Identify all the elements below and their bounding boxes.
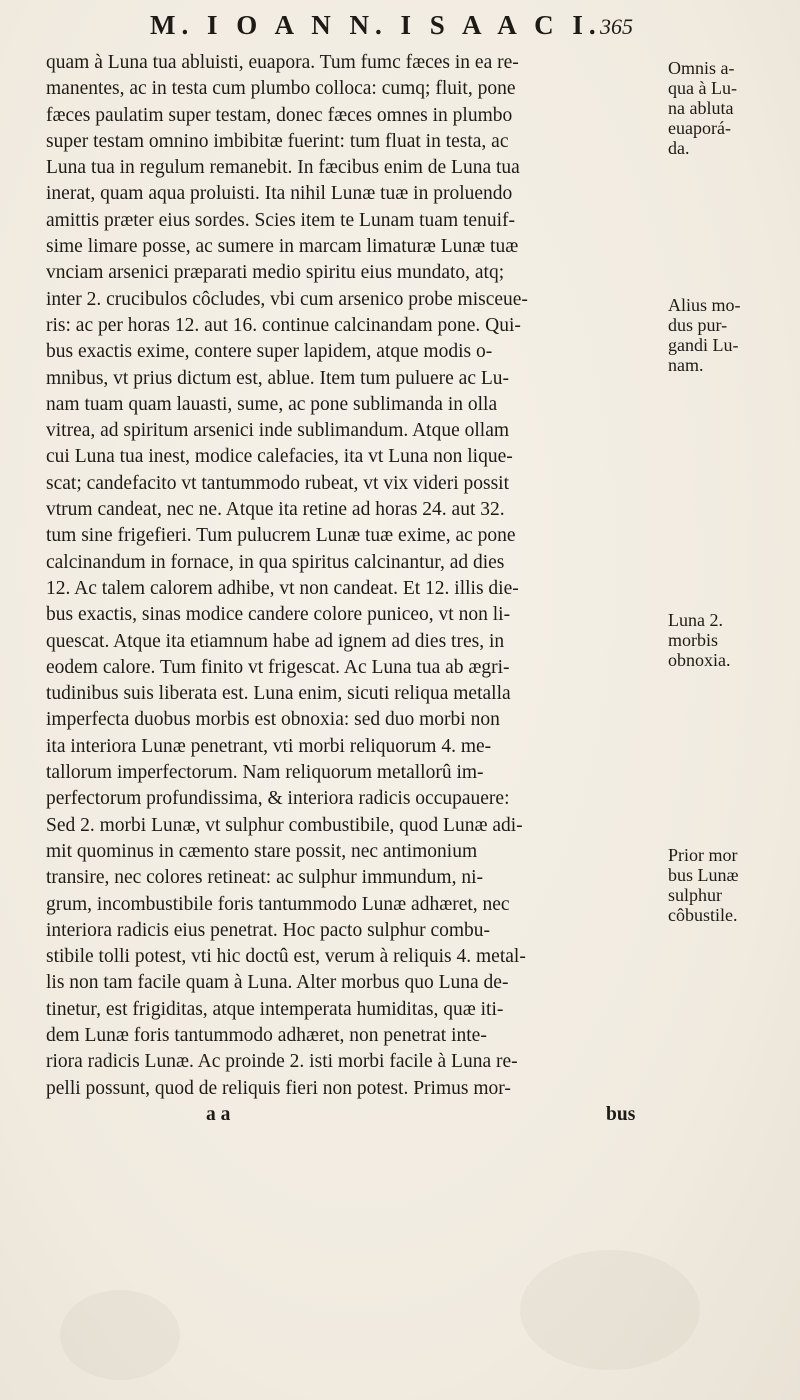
paper-stain [60,1290,180,1380]
margin-note-line: da. [668,138,690,158]
margin-note-line: obnoxia. [668,650,731,670]
page-header [130,10,690,50]
text-line: sime limare posse, ac sumere in marcam limaturæ Lunæ tuæ [46,236,519,258]
text-line: tudinibus suis liberata est. Luna enim, sicuti reliqua metalla [46,683,511,705]
text-line: inerat, quam aqua proluisti. Ita nihil Lunæ tuæ in proluendo [46,183,513,205]
margin-note-line: nam. [668,355,704,375]
text-line: transire, nec colores retineat: ac sulphur immundum, ni- [46,867,483,889]
text-line: ris: ac per horas 12. aut 16. continue calcinandam pone. Qui- [46,314,521,336]
text-line: eodem calore. Tum finito vt frigescat. Ac Luna tua ab ægri- [46,656,510,678]
text-line: imperfecta duobus morbis est obnoxia: sed duo morbi non [46,709,500,731]
margin-note-line: na abluta [668,98,734,118]
text-line: stibile tolli potest, vti hic doctû est, verum à reliquis 4. metal- [46,946,526,968]
margin-note-line: côbustile. [668,905,738,925]
text-line: tinetur, est frigiditas, atque intemperata humiditas, quæ iti- [46,998,504,1020]
text-line: inter 2. crucibulos côcludes, vbi cum arsenico probe misceue- [46,288,528,310]
text-line: calcinandum in fornace, in qua spiritus calcinantur, ad dies [46,551,505,573]
margin-note [668,58,737,158]
margin-note-line: gandi Lu- [668,335,739,355]
main-text-block [46,50,656,1128]
text-line: lis non tam facile quam à Luna. Alter morbus quo Luna de- [46,972,509,994]
text-line: nam tuam quam lauasti, sume, ac pone sublimanda in olla [46,393,498,415]
running-head: M. I O A N N. I S A A C I. [150,10,602,40]
page-number: 365 [600,14,633,39]
footer-line [46,1102,656,1128]
text-line: manentes, ac in testa cum plumbo colloca: cumq; fluit, pone [46,78,516,100]
text-line: vnciam arsenici præparati medio spiritu eius mundato, atq; [46,262,505,284]
text-line: amittis præter eius sordes. Scies item te Lunam tuam tenuif- [46,209,515,231]
text-line: bus exactis, sinas modice candere colore puniceo, vt non li- [46,604,511,626]
text-line: mit quominus in cæmento stare possit, nec antimonium [46,840,478,862]
text-line: tallorum imperfectorum. Nam reliquorum metallorû im- [46,762,484,784]
text-line: fæces paulatim super testam, donec fæces omnes in plumbo [46,104,513,126]
margin-note-line: morbis [668,630,719,650]
text-line: bus exactis exime, contere super lapidem, atque modis o- [46,341,493,363]
text-line: super testam omnino imbibitæ fuerint: tum fluat in testa, ac [46,130,509,152]
text-line: pelli possunt, quod de reliquis fieri non potest. Primus mor- [46,1077,511,1099]
text-line: Luna tua in regulum remanebit. In fæcibus enim de Luna tua [46,157,520,179]
margin-note-line: sulphur [668,885,722,905]
text-line: tum sine frigefieri. Tum pulucrem Lunæ tuæ exime, ac pone [46,525,516,547]
margin-note-line: dus pur- [668,315,728,335]
text-line: grum, incombustibile foris tantummodo Lunæ adhæret, nec [46,893,510,915]
text-line: dem Lunæ foris tantummodo adhæret, non penetrat inte- [46,1024,487,1046]
margin-note-line: qua à Lu- [668,78,737,98]
catchword: bus [606,1103,636,1125]
margin-note-line: bus Lunæ [668,865,739,885]
margin-note [668,295,741,375]
text-line: scat; candefacito vt tantummodo rubeat, vt vix videri possit [46,472,510,494]
margin-notes [668,0,800,1400]
margin-note-line: Alius mo- [668,295,741,315]
text-line: Sed 2. morbi Lunæ, vt sulphur combustibile, quod Lunæ adi- [46,814,523,836]
text-line: quam à Luna tua abluisti, euapora. Tum fumc fæces in ea re- [46,52,519,73]
margin-note-line: Luna 2. [668,610,723,630]
text-line: perfectorum profundissima, & interiora radicis occupauere: [46,788,510,810]
text-line: 12. Ac talem calorem adhibe, vt non candeat. Et 12. illis die- [46,577,519,599]
margin-note-line: Omnis a- [668,58,735,78]
text-line: cui Luna tua inest, modice calefacies, ita vt Luna non lique- [46,446,513,468]
margin-note-line: Prior mor [668,845,738,865]
text-line: ita interiora Lunæ penetrant, vti morbi reliquorum 4. me- [46,735,492,757]
text-line: vtrum candeat, nec ne. Atque ita retine ad horas 24. aut 32. [46,499,505,521]
text-line: quescat. Atque ita etiamnum habe ad ignem ad dies tres, in [46,630,505,652]
text-line: vitrea, ad spiritum arsenici inde sublimandum. Atque ollam [46,420,510,442]
text-line: riora radicis Lunæ. Ac proinde 2. isti morbi facile à Luna re- [46,1051,518,1073]
text-line: interiora radicis eius penetrat. Hoc pacto sulphur combu- [46,919,491,941]
margin-note-line: euaporá- [668,118,731,138]
margin-note [668,845,739,925]
margin-note [668,610,731,670]
text-line: mnibus, vt prius dictum est, ablue. Item tum puluere ac Lu- [46,367,510,389]
signature-mark: a a [206,1103,231,1125]
